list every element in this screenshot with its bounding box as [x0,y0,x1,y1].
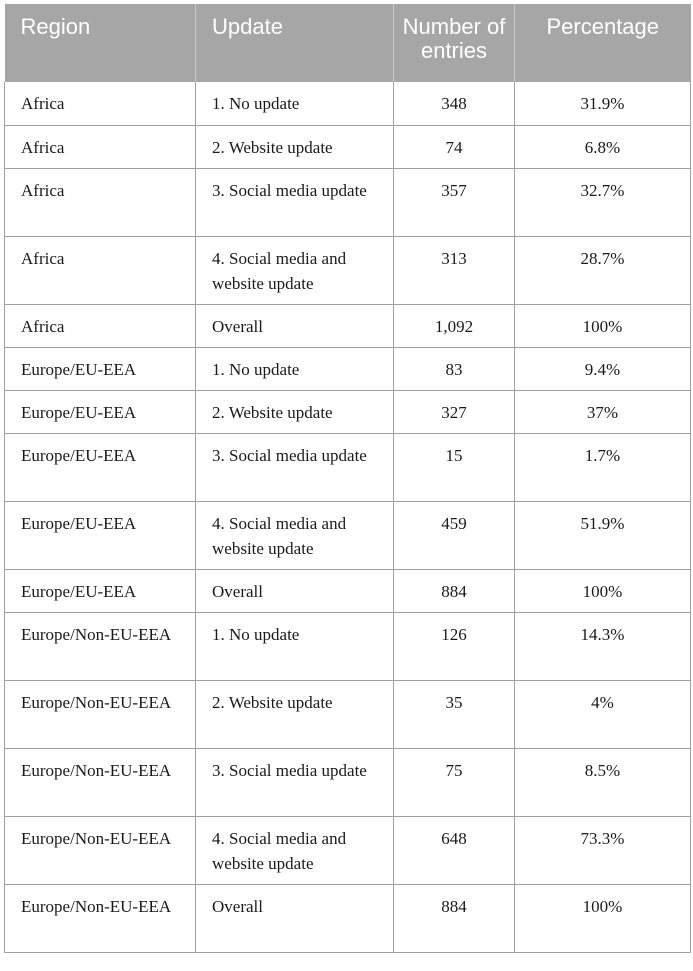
cell-update: 3. Social media update [196,433,394,501]
header-number-of-entries: Number of entries [394,4,515,82]
cell-region: Africa [5,236,196,304]
table-body [5,82,691,952]
cell-percentage: 28.7% [515,236,691,304]
cell-percentage: 37% [515,390,691,433]
cell-region: Africa [5,82,196,125]
cell-region: Europe/EU-EEA [5,501,196,569]
cell-entries: 83 [394,347,515,390]
header-row [5,4,691,82]
table-header [5,4,691,82]
cell-region: Africa [5,304,196,347]
cell-entries: 75 [394,748,515,816]
table-row [5,125,691,168]
table-row [5,748,691,816]
table-row [5,390,691,433]
cell-region: Africa [5,125,196,168]
cell-entries: 884 [394,884,515,952]
cell-update: 3. Social media update [196,748,394,816]
cell-entries: 348 [394,82,515,125]
cell-region: Europe/EU-EEA [5,569,196,612]
cell-entries: 459 [394,501,515,569]
cell-entries: 35 [394,680,515,748]
header-update: Update [196,4,394,82]
cell-update: 3. Social media update [196,168,394,236]
data-table [4,4,691,953]
header-region: Region [5,4,196,82]
table-row [5,884,691,952]
cell-entries: 884 [394,569,515,612]
cell-percentage: 100% [515,304,691,347]
table-row [5,816,691,884]
table-row [5,236,691,304]
cell-percentage: 6.8% [515,125,691,168]
cell-percentage: 8.5% [515,748,691,816]
cell-update: Overall [196,304,394,347]
cell-region: Africa [5,168,196,236]
cell-update: Overall [196,569,394,612]
cell-entries: 74 [394,125,515,168]
cell-region: Europe/Non-EU-EEA [5,680,196,748]
table-row [5,680,691,748]
cell-percentage: 32.7% [515,168,691,236]
table-row [5,168,691,236]
cell-percentage: 14.3% [515,612,691,680]
cell-update: 4. Social media and website update [196,236,394,304]
cell-percentage: 73.3% [515,816,691,884]
table-row [5,433,691,501]
cell-entries: 327 [394,390,515,433]
cell-region: Europe/Non-EU-EEA [5,748,196,816]
cell-percentage: 9.4% [515,347,691,390]
cell-update: 1. No update [196,82,394,125]
cell-entries: 15 [394,433,515,501]
table-row [5,569,691,612]
cell-entries: 1,092 [394,304,515,347]
cell-entries: 313 [394,236,515,304]
cell-update: 1. No update [196,347,394,390]
cell-region: Europe/EU-EEA [5,433,196,501]
cell-percentage: 1.7% [515,433,691,501]
cell-percentage: 51.9% [515,501,691,569]
cell-update: 2. Website update [196,390,394,433]
cell-percentage: 100% [515,569,691,612]
table-row [5,304,691,347]
cell-region: Europe/Non-EU-EEA [5,884,196,952]
cell-update: 2. Website update [196,125,394,168]
data-table-container [4,4,690,953]
cell-region: Europe/Non-EU-EEA [5,612,196,680]
cell-update: Overall [196,884,394,952]
cell-percentage: 31.9% [515,82,691,125]
table-row [5,501,691,569]
cell-entries: 126 [394,612,515,680]
cell-region: Europe/Non-EU-EEA [5,816,196,884]
cell-update: 1. No update [196,612,394,680]
cell-region: Europe/EU-EEA [5,347,196,390]
table-row [5,347,691,390]
header-percentage: Percentage [515,4,691,82]
cell-entries: 648 [394,816,515,884]
cell-entries: 357 [394,168,515,236]
cell-update: 4. Social media and website update [196,501,394,569]
table-row [5,82,691,125]
cell-percentage: 4% [515,680,691,748]
cell-region: Europe/EU-EEA [5,390,196,433]
table-row [5,612,691,680]
cell-update: 4. Social media and website update [196,816,394,884]
cell-percentage: 100% [515,884,691,952]
cell-update: 2. Website update [196,680,394,748]
